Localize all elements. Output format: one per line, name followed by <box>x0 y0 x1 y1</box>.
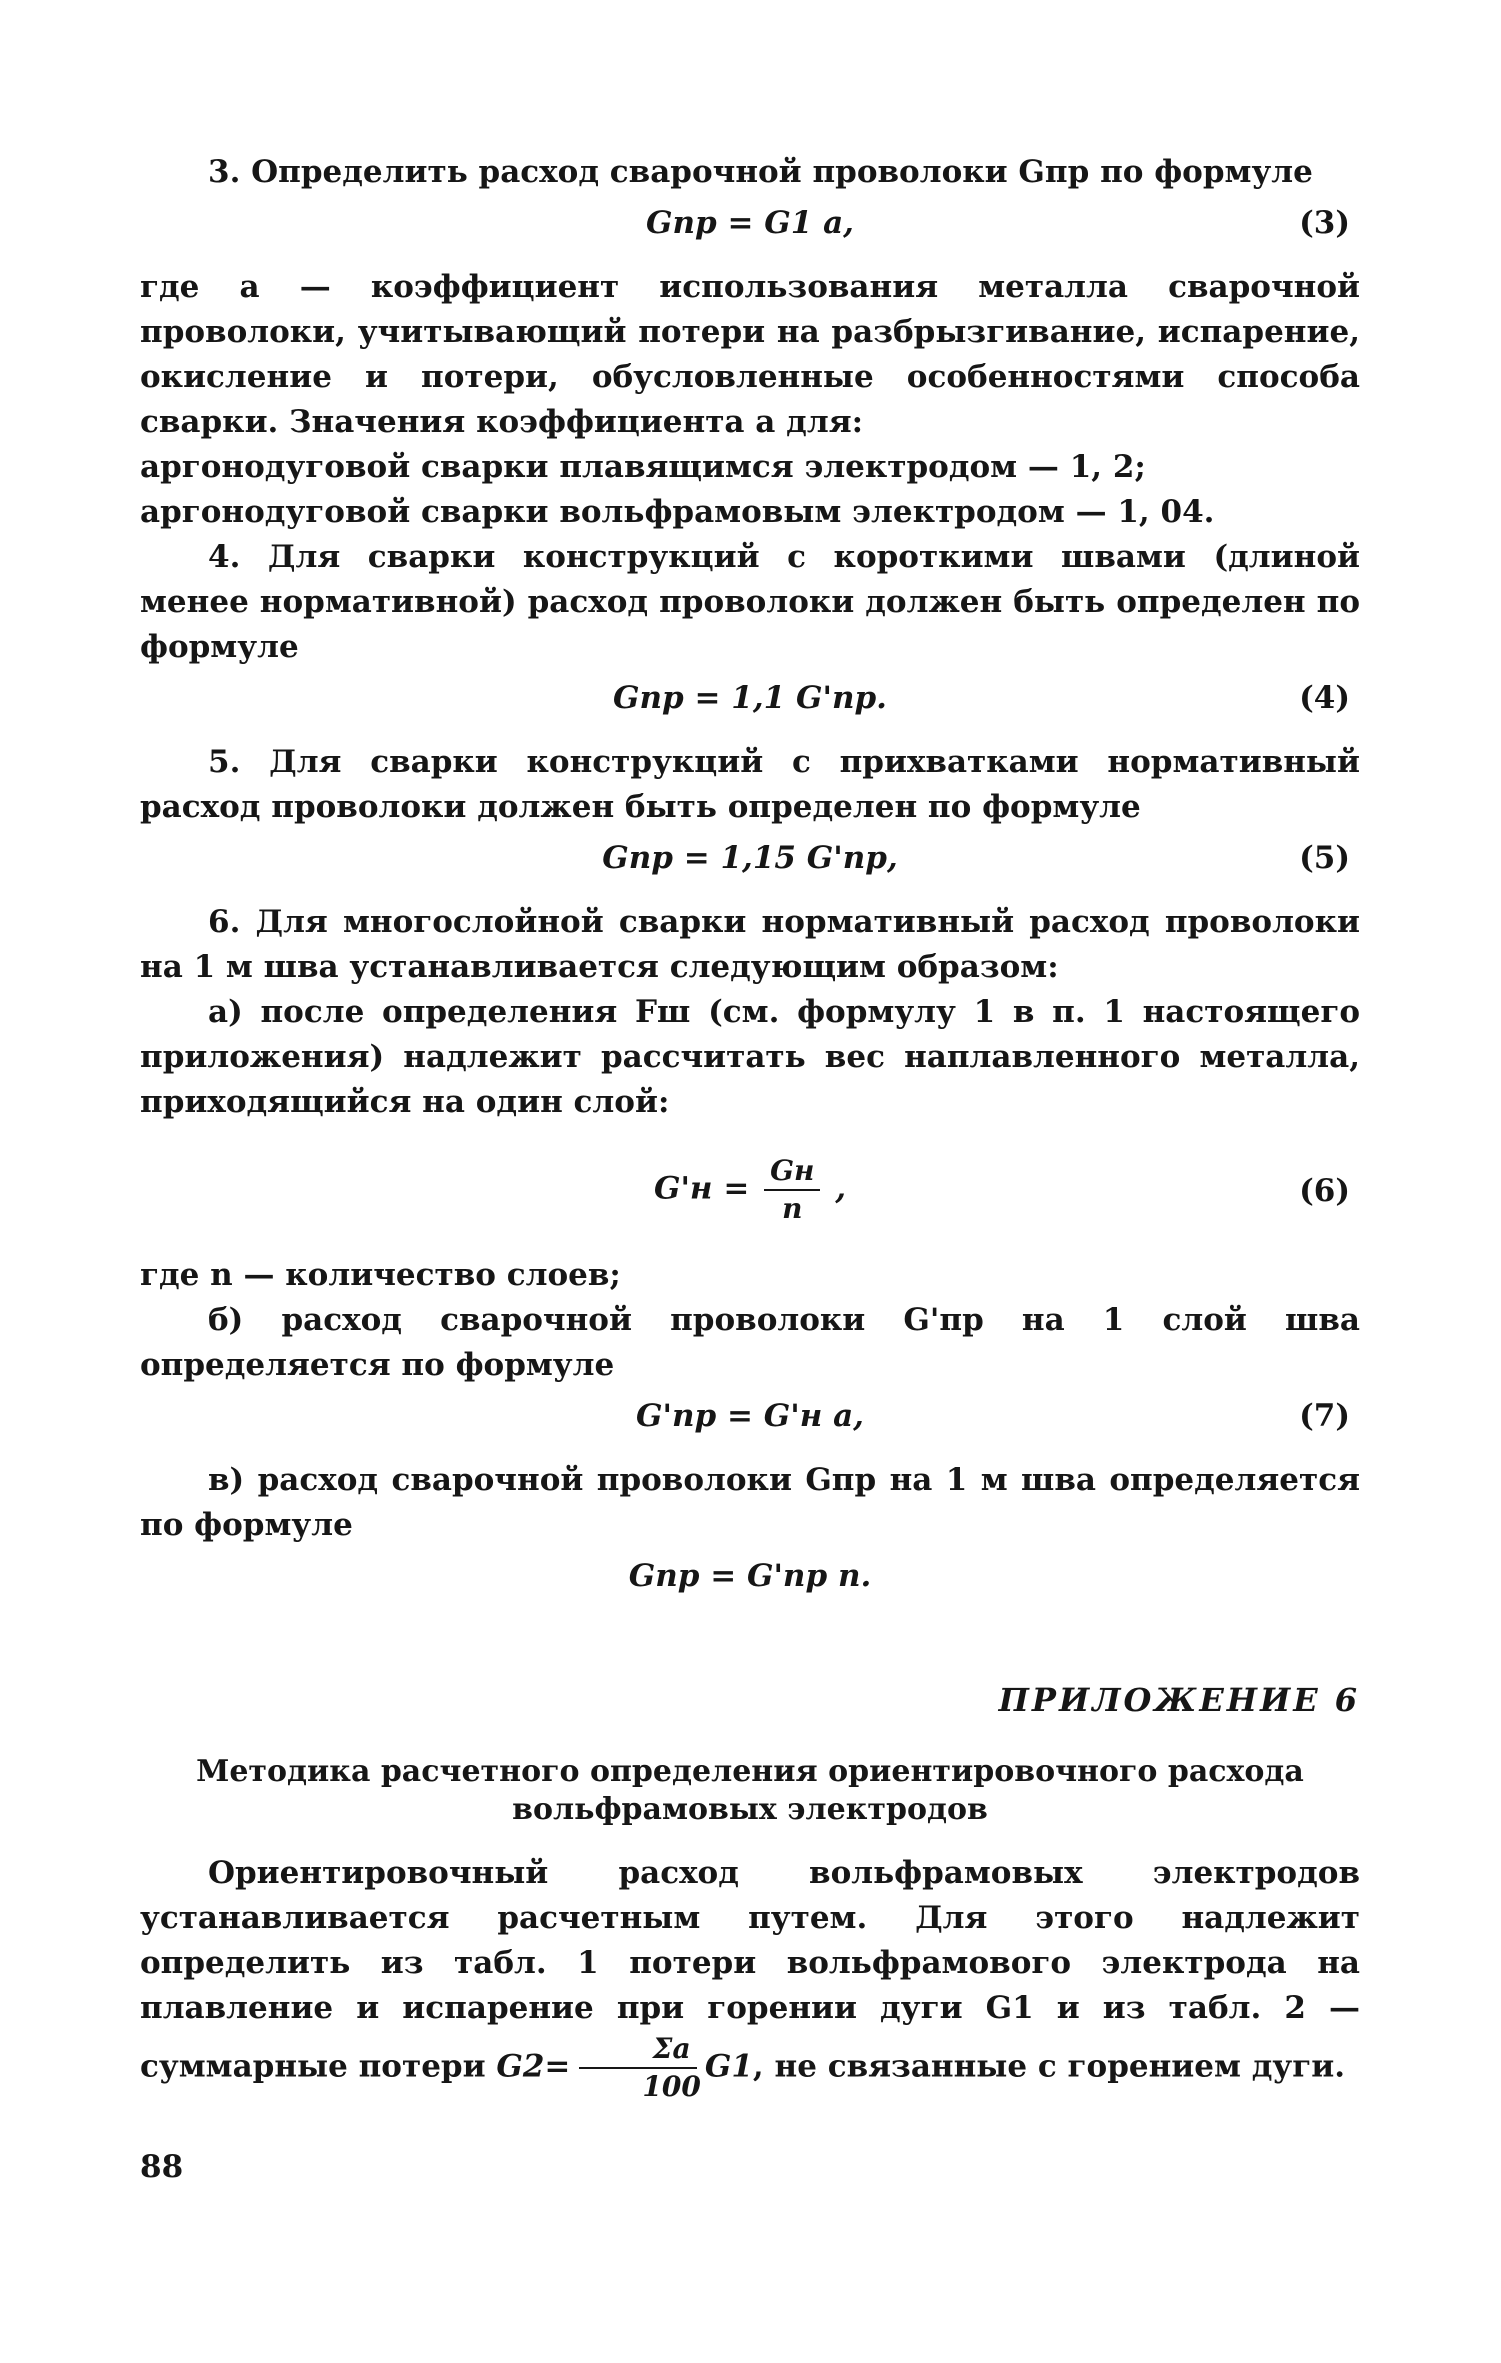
formula-3-expression: Gпр = G1 a, <box>646 205 854 241</box>
formula-6-expression <box>140 1153 1360 1227</box>
body-paragraph-end: , не связанные с горением дуги. <box>752 2048 1346 2085</box>
paragraph-6-where: где n — количество слоев; <box>140 1257 621 1293</box>
paragraph-6c: в) расход сварочной проволоки Gпр на 1 м шва определяется по формуле <box>140 1462 1360 1543</box>
formula-6-tail: , <box>835 1170 847 1207</box>
formula-6-numerator: Gн <box>764 1153 820 1191</box>
formula-5-number: (5) <box>1299 840 1350 876</box>
paragraph-5: 5. Для сварки конструкций с прихватками нормативный расход проволоки должен быть определен по формуле <box>140 744 1360 825</box>
section-title <box>140 1753 1360 1829</box>
paragraph-4: 4. Для сварки конструкций с короткими швами (длиной менее нормативной) расход проволоки должен быть определен по формуле <box>140 539 1360 665</box>
formula-3-number: (3) <box>1299 205 1350 241</box>
formula-6-lhs: G'н = <box>653 1170 750 1207</box>
formula-7-number: (7) <box>1299 1398 1350 1434</box>
list-item-argon-consumable: аргонодуговой сварки плавящимся электродом — 1, 2; <box>140 449 1146 485</box>
formula-5 <box>140 836 1360 894</box>
appendix-heading: ПРИЛОЖЕНИЕ 6 <box>998 1681 1360 1719</box>
body-formula-lhs: G2= <box>496 2048 571 2085</box>
formula-6-number: (6) <box>1299 1173 1350 1209</box>
formula-6 <box>140 1139 1360 1239</box>
body-paragraph <box>140 1851 1360 2105</box>
document-page <box>140 150 1360 2190</box>
paragraph-3: 3. Определить расход сварочной проволоки Gпр по формуле <box>208 154 1313 190</box>
paragraph-3-description: где a — коэффициент использования металла сварочной проволоки, учитывающий потери на разбрызгивание, испарение, окисление и потери, обусловленные особенностями способа сварки. Значения коэффициента a для: <box>140 269 1360 440</box>
section-title-line-2: вольфрамовых электродов <box>512 1792 988 1827</box>
formula-5-expression: Gпр = 1,15 G'пр, <box>602 840 898 876</box>
formula-8-expression: Gпр = G'пр n. <box>628 1558 872 1594</box>
formula-8 <box>140 1554 1360 1612</box>
page-number: 88 <box>140 2149 184 2185</box>
body-paragraph-text: Ориентировочный расход вольфрамовых электродов устанавливается расчетным путем. Для этого надлежит определить из табл. 1 потери вольфрамового электрода на плавление и испарение при горении дуги G1 и из табл. 2 — суммарные потери <box>140 1855 1360 2085</box>
formula-7 <box>140 1394 1360 1452</box>
formula-6-fraction <box>764 1153 820 1227</box>
formula-3 <box>140 201 1360 259</box>
paragraph-6a: а) после определения Fш (см. формулу 1 в п. 1 настоящего приложения) надлежит рассчитать вес наплавленного металла, приходящийся на один слой: <box>140 994 1360 1120</box>
formula-4 <box>140 676 1360 734</box>
formula-4-expression: Gпр = 1,1 G'пр. <box>613 680 887 716</box>
body-formula-tail: G1 <box>704 2048 753 2085</box>
formula-4-number: (4) <box>1299 680 1350 716</box>
list-item-argon-tungsten: аргонодуговой сварки вольфрамовым электродом — 1, 04. <box>140 494 1215 530</box>
formula-6-denominator: n <box>782 1192 803 1225</box>
body-formula-denominator: 100 <box>642 2070 701 2103</box>
body-formula-fraction <box>574 2031 700 2105</box>
formula-7-expression: G'пр = G'н a, <box>636 1398 864 1434</box>
paragraph-6: 6. Для многослойной сварки нормативный расход проволоки на 1 м шва устанавливается следующим образом: <box>140 904 1360 985</box>
body-formula-numerator: Σa <box>579 2031 697 2069</box>
section-title-line-1: Методика расчетного определения ориентировочного расхода <box>196 1754 1304 1789</box>
paragraph-6b: б) расход сварочной проволоки G'пр на 1 слой шва определяется по формуле <box>140 1302 1360 1383</box>
